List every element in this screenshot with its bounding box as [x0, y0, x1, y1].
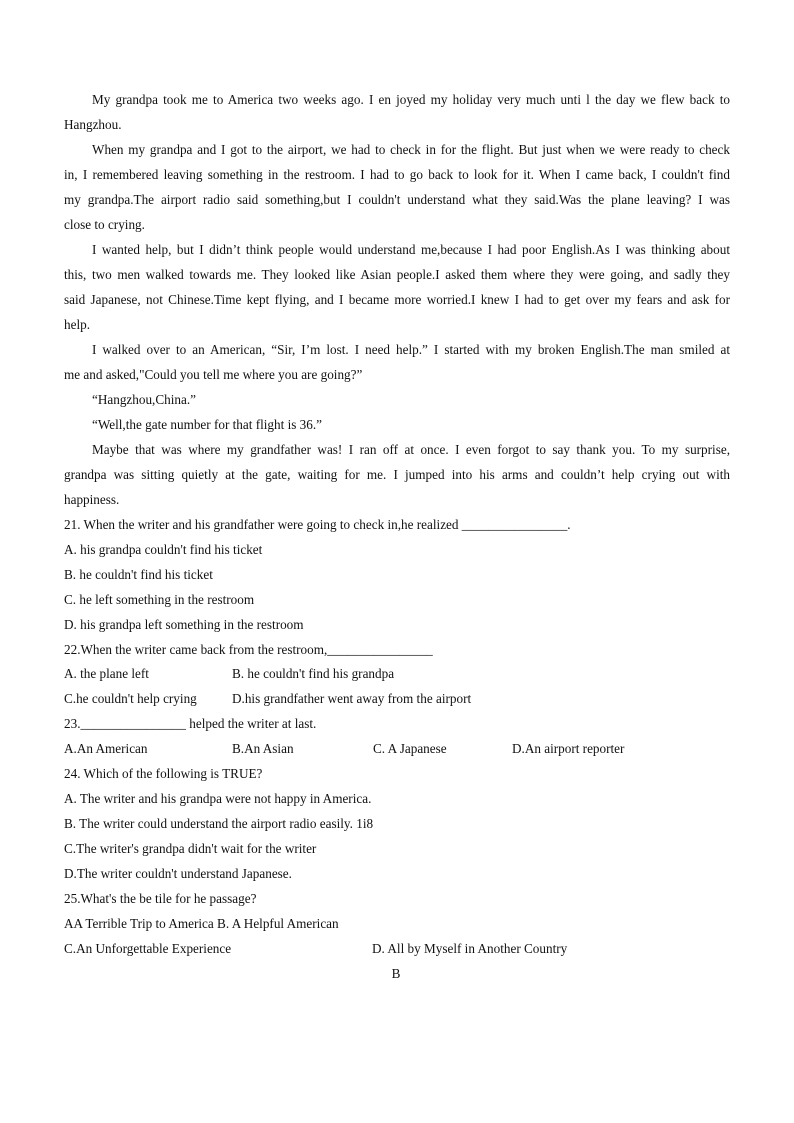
option-a-b: AA Terrible Trip to America B. A Helpful American [64, 916, 339, 931]
passage-line: I walked over to an American, “Sir, I’m lost. I need help.” I started with my broken English.The man smiled at [92, 342, 730, 357]
question-stem: 25.What's the be tile for he passage? [64, 891, 257, 906]
passage-line: my grandpa.The airport radio said something,but I couldn't understand what they said.Was the plane leaving? I was [64, 192, 730, 207]
passage-line: My grandpa took me to America two weeks ago. I en joyed my holiday very much unti l the day we flew back to [92, 92, 730, 107]
option-d: D. All by Myself in Another Country [372, 941, 568, 956]
option-a: A. the plane left [64, 666, 149, 681]
question-stem: 24. Which of the following is TRUE? [64, 766, 263, 781]
passage-line: Hangzhou. [64, 117, 122, 132]
option-c: C. he left something in the restroom [64, 592, 255, 607]
passage-line: happiness. [64, 492, 120, 507]
passage-line: said Japanese, not Chinese.Time kept flying, and I became more worried.I knew I had to get over my fears and ask for [64, 292, 730, 307]
passage-line: this, two men walked towards me. They looked like Asian people.I asked them where they were going, and sadly they [64, 267, 730, 282]
option-c: C. A Japanese [373, 741, 447, 756]
option-d: D. his grandpa left something in the restroom [64, 617, 304, 632]
section-label: B [391, 966, 401, 981]
option-d: D.An airport reporter [512, 741, 625, 756]
option-c: C.he couldn't help crying [64, 691, 197, 706]
option-b: B. he couldn't find his grandpa [232, 666, 395, 681]
question-stem: 21. When the writer and his grandfather were going to check in,he realized ________________. [64, 517, 571, 532]
option-d: D.The writer couldn't understand Japanese. [64, 866, 292, 881]
option-b: B. The writer could understand the airport radio easily. 1i8 [64, 816, 374, 831]
passage-line: When my grandpa and I got to the airport, we had to check in for the flight. But just when we were ready to check [92, 142, 730, 157]
passage-line: “Hangzhou,China.” [92, 392, 196, 407]
passage-line: in, I remembered leaving something in the restroom. I had to go back to look for it. When I came back, I couldn't find [64, 167, 730, 182]
option-b: B. he couldn't find his ticket [64, 567, 213, 582]
question-stem: 23.________________ helped the writer at last. [64, 716, 317, 731]
question-stem: 22.When the writer came back from the restroom,________________ [64, 642, 433, 657]
passage-line: I wanted help, but I didn’t think people would understand me,because I had poor English.As I was thinking about [92, 242, 730, 257]
passage-line: Maybe that was where my grandfather was! I ran off at once. I even forgot to say thank you. To my surprise, [92, 442, 730, 457]
passage-line: help. [64, 317, 91, 332]
passage-line: close to crying. [64, 217, 145, 232]
option-c: C.An Unforgettable Experience [64, 941, 232, 956]
passage-line: grandpa was sitting quietly at the gate, waiting for me. I jumped into his arms and couldn’t help crying out with [64, 467, 730, 482]
option-b: B.An Asian [232, 741, 294, 756]
passage-line: me and asked,"Could you tell me where you are going?” [64, 367, 363, 382]
option-c: C.The writer's grandpa didn't wait for the writer [64, 841, 317, 856]
option-d: D.his grandfather went away from the airport [232, 691, 472, 706]
option-a: A. The writer and his grandpa were not happy in America. [64, 791, 372, 806]
option-a: A.An American [64, 741, 148, 756]
option-a: A. his grandpa couldn't find his ticket [64, 542, 263, 557]
passage-line: “Well,the gate number for that flight is 36.” [92, 417, 323, 432]
